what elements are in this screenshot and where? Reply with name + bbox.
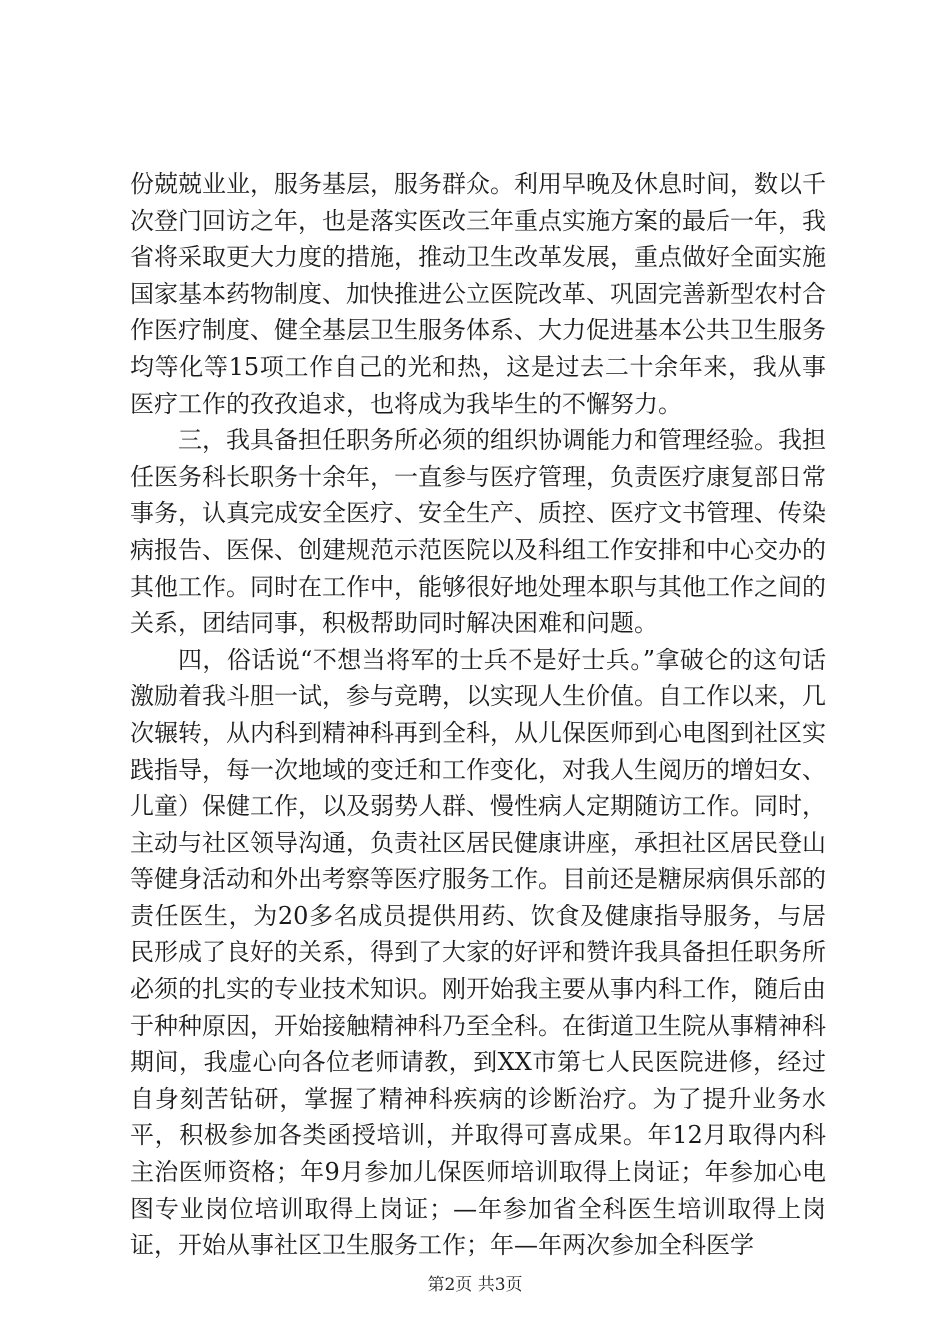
paragraph-three: 三，我具备担任职务所必须的组织协调能力和管理经验。我担任医务科长职务十余年，一直参与医疗管理，负责医疗康复部日常事务，认真完成安全医疗、安全生产、质控、医疗文书管理、传染病报告、医保、创建规范示范医院以及科组工作安排和中心交办的其他工作。同时在工作中，能够很好地处理本职与其他工作之间的关系，团结同事，积极帮助同时解决困难和问题。 (130, 426, 826, 638)
paragraph-four: 四，俗话说“不想当将军的士兵不是好士兵。”拿破仑的这句话激励着我斗胆一试，参与竞聘，以实现人生价值。自工作以来，几次辗转，从内科到精神科再到全科，从儿保医师到心电图到社区实践指导，每一次地域的变迁和工作变化，对我人生阅历的增妇女、儿童）保健工作，以及弱势人群、慢性病人定期随访工作。同时，主动与社区领导沟通，负责社区居民健康讲座，承担社区居民登山等健身活动和外出考察等医疗服务工作。目前还是糖尿病俱乐部的责任医生，为20多名成员提供用药、饮食及健康指导服务，与居民形成了良好的关系，得到了大家的好评和赞许我具备担任职务所必须的扎实的专业技术知识。刚开始我主要从事内科工作，随后由于种种原因，开始接触精神科乃至全科。在街道卫生院从事精神科期间，我虚心向各位老师请教，到XX市第七人民医院进修，经过自身刻苦钻研，掌握了精神科疾病的诊断治疗。为了提升业务水平，积极参加各类函授培训，并取得可喜成果。年12月取得内科主治医师资格；年9月参加儿保医师培训取得上岗证；年参加心电图专业岗位培训取得上岗证；—年参加省全科医生培训取得上岗证，开始从事社区卫生服务工作；年—年两次参加全科医学 (130, 645, 826, 1260)
document-body (130, 166, 826, 1264)
paragraph-continuation: 份兢兢业业，服务基层，服务群众。利用早晚及休息时间，数以千次登门回访之年，也是落实医改三年重点实施方案的最后一年，我省将采取更大力度的措施，推动卫生改革发展，重点做好全面实施国家基本药物制度、加快推进公立医院改革、巩固完善新型农村合作医疗制度、健全基层卫生服务体系、大力促进基本公共卫生服务均等化等15项工作自己的光和热，这是过去二十余年来，我从事医疗工作的孜孜追求，也将成为我毕生的不懈努力。 (130, 170, 826, 418)
page-footer: 第2页 共3页 (427, 1275, 523, 1295)
